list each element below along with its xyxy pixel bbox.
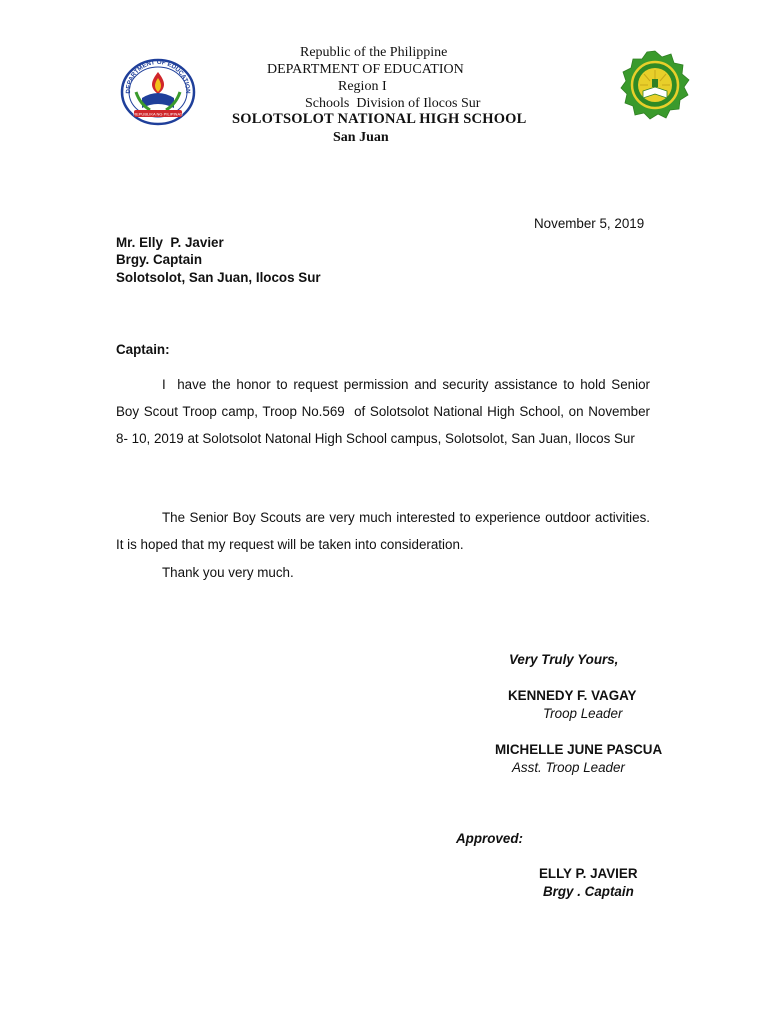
body-paragraph-interest: The Senior Boy Scouts are very much interested to experience outdoor activities. It is hoped that my request will be taken into consideration. [116, 510, 650, 552]
recipient-address: Solotsolot, San Juan, Ilocos Sur [116, 270, 321, 285]
body-paragraph-request: I have the honor to request permission and security assistance to hold Senior Boy Scout Troop camp, Troop No.569 of Solotsolot National High School, on November 8- 10, 2019 at Solotsolot Natonal High School campus, Solotsolot, San Juan, Ilocos Sur [116, 377, 654, 446]
deped-banner-text: REPUBLIKA NG PILIPINAS [133, 111, 183, 117]
closing: Very Truly Yours, [509, 652, 619, 667]
deped-ring-text: DEPARTMENT OF EDUCATION [124, 58, 192, 94]
approver-role: Brgy . Captain [543, 884, 634, 899]
header-region: Region I [338, 79, 387, 94]
header-school-name: SOLOTSOLOT NATIONAL HIGH SCHOOL [232, 111, 527, 127]
header-division: Schools Division of Ilocos Sur [305, 96, 481, 111]
signatory-role: Asst. Troop Leader [512, 760, 625, 775]
signatory-name: MICHELLE JUNE PASCUA [495, 742, 663, 757]
approver-name: ELLY P. JAVIER [539, 866, 638, 881]
recipient-name: Mr. Elly P. Javier [116, 235, 224, 250]
approved-label: Approved: [456, 831, 523, 846]
letter-date: November 5, 2019 [534, 216, 645, 231]
signatory-name: KENNEDY F. VAGAY [508, 688, 637, 703]
deped-logo [120, 58, 196, 126]
header-town: San Juan [333, 130, 389, 145]
header-department: DEPARTMENT OF EDUCATION [267, 62, 464, 77]
school-seal-logo [614, 50, 696, 120]
signatory-role: Troop Leader [543, 706, 623, 721]
header-republic: Republic of the Philippine [300, 45, 448, 60]
salutation: Captain: [116, 342, 170, 357]
recipient-title: Brgy. Captain [116, 252, 203, 267]
body-thanks: Thank you very much. [162, 565, 294, 580]
